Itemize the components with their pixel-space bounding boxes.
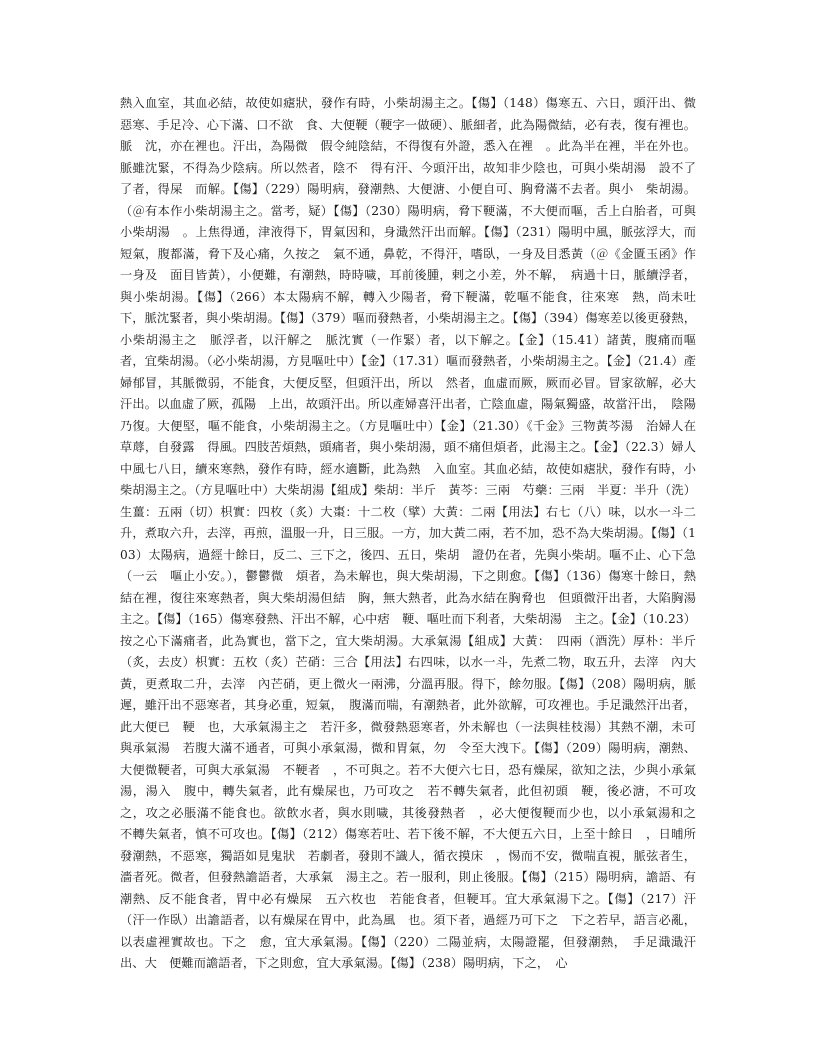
body-text: 熱入血室，其血必結，故使如瘧狀，發作有時，小柴胡湯主之。【傷】（148）傷寒五、六日，頭汗出、微惡寒、手足冷、心下滿、口不欲 食、大便鞕（鞕字一做硬）、脈細者，此為陽微結，必有表，復有裡也。脈 沈，亦在裡也。汗出，為陽微 假令純陰結，不得復有外證，悉入在裡 。此為半在裡，半在外也。脈雖沈緊，不得為少陰病。所以然者，陰不 得有汗、今頭汗出，故知非少陰也，可與小柴胡湯 設不了了者，得屎 而解。【傷】（229）陽明病，發潮熱、大便溏、小便自可、胸脅滿不去者。與小 柴胡湯。（＠有本作小柴胡湯主之。當考，疑）【傷】（230）陽明病，脅下鞕滿，不大便而嘔，舌上白胎者，可與小柴胡湯 。上焦得通，津液得下，胃氣因和，身濈然汗出而解。【傷】（231）陽明中風，脈弦浮大，而短氣，腹都滿，脅下及心痛，久按之 氣不通，鼻乾，不得汗，嗜臥，一身及目悉黃（＠《金匱玉函》作一身及 面目皆黃），小便難，有潮熱，時時噦，耳前後腫，剌之小差，外不解， 病過十日，脈續浮者，與小柴胡湯。【傷】（266）本太陽病不解，轉入少陽者，脅下鞕滿，乾嘔不能食，往來寒 熱，尚未吐下，脈沈緊者，與小柴胡湯。【傷】（379）嘔而發熱者，小柴胡湯主之。【傷】（394）傷寒差以後更發熱，小柴胡湯主之 脈浮者，以汗解之 脈沈實（一作緊）者，以下解之。【金】（15.41）諸黃，腹痛而嘔者，宜柴胡湯。（必小柴胡湯，方見嘔吐中）【金】（17.31）嘔而發熱者，小柴胡湯主之。【金】（21.4）產婦郁冒，其脈微弱，不能食，大便反堅，但頭汗出，所以 然者，血虛而厥，厥而必冒。冒家欲解，必大汗出。以血虛了厥，孤陽 上出，故頭汗出。所以產婦喜汗出者，亡陰血虛，陽氣獨盛，故當汗出， 陰陽乃復。大便堅，嘔不能食，小柴胡湯主之。（方見嘔吐中）【金】（21.30）《千金》三物黃芩湯 治婦人在草蓐，自發露 得風。四肢苦煩熱，頭痛者，與小柴胡湯，頭不痛但煩者，此湯主之。【金】（22.3）婦人中風七八日，續來寒熱，發作有時，經水適斷，此為熱 入血室。其血必結，故使如瘧狀，發作有時，小柴胡湯主之。（方見嘔吐中）大柴胡湯【組成】柴胡：半斤 黃芩：三兩 芍藥：三兩 半夏：半升（洗）生薑：五兩（切）枳實：四枚（炙）大棗：十二枚（擘）大黃：二兩【用法】右七（八）味，以水一斗二升，煮取六升，去滓，再煎，溫服一升，日三服。一方，加大黃二兩，若不加，恐不為大柴胡湯。【傷】（103）太陽病，過經十餘日，反二、三下之，後四、五日，柴胡 證仍在者，先與小柴胡。嘔不止、心下急（一云 嘔止小安。），鬱鬱微 煩者，為未解也，與大柴胡湯，下之則愈。【傷】（136）傷寒十餘日，熱結在裡，復往來寒熱者，與大柴胡湯但結 胸，無大熱者，此為水結在胸脅也 但頭微汗出者，大陷胸湯主之。【傷】（165）傷寒發熱、汗出不解，心中痞 鞕、嘔吐而下利者，大柴胡湯 主之。【金】（10.23）按之心下滿痛者，此為實也，當下之，宜大柴胡湯。大承氣湯【組成】大黃： 四兩（酒洗）厚朴：半斤（炙，去皮）枳實：五枚（炙）芒硝：三合【用法】右四味，以水一斗，先煮二物，取五升，去滓 內大黃，更煮取二升，去滓 內芒硝，更上微火一兩沸，分溫再服。得下，餘勿服。【傷】（208）陽明病，脈遲，雖汗出不惡寒者，其身必重，短氣， 腹滿而喘，有潮熱者，此外欲解，可攻裡也。手足濈然汗出者，此大便已 鞕 也，大承氣湯主之 若汗多，微發熱惡寒者，外未解也（一法與桂枝湯）其熱不潮，未可與承氣湯 若腹大滿不通者，可與小承氣湯，微和胃氣，勿 令至大洩下。【傷】（209）陽明病，潮熱、大便微鞕者，可與大承氣湯 不鞕者 ，不可與之。若不大便六七日，恐有燥屎，欲知之法，少與小承氣湯，湯入 腹中，轉失氣者，此有燥屎也，乃可攻之 若不轉失氣者，此但初頭 鞕，後必溏，不可攻之，攻之必脹滿不能食也。欲飲水者，與水則噦，其後發熱者 ，必大便復鞕而少也，以小承氣湯和之 不轉失氣者，慎不可攻也。【傷】（212）傷寒若吐、若下後不解，不大便五六日，上至十餘日 ，日晡所發潮熱，不惡寒，獨語如見鬼狀 若劇者，發則不識人，循衣摸床 ，惕而不安，微喘直視，脈弦者生，濇者死。微者，但發熱譫語者，大承氣 湯主之。若一服利，則止後服。【傷】（215）陽明病，譫語、有潮熱、反不能食者，胃中必有燥屎 五六枚也 若能食者，但鞕耳。宜大承氣湯下之。【傷】（217）汗（汗一作臥）出譫語者，以有燥屎在胃中，此為風 也。須下者，過經乃可下之 下之若早，語言必亂，以表虛裡實故也。下之 愈，宜大承氣湯。【傷】（220）二陽並病，太陽證罷，但發潮熱， 手足濈濈汗出、大 便難而譫語者，下之則愈，宜大承氣湯。【傷】（238）陽明病，下之， 心	[120, 96, 709, 970]
